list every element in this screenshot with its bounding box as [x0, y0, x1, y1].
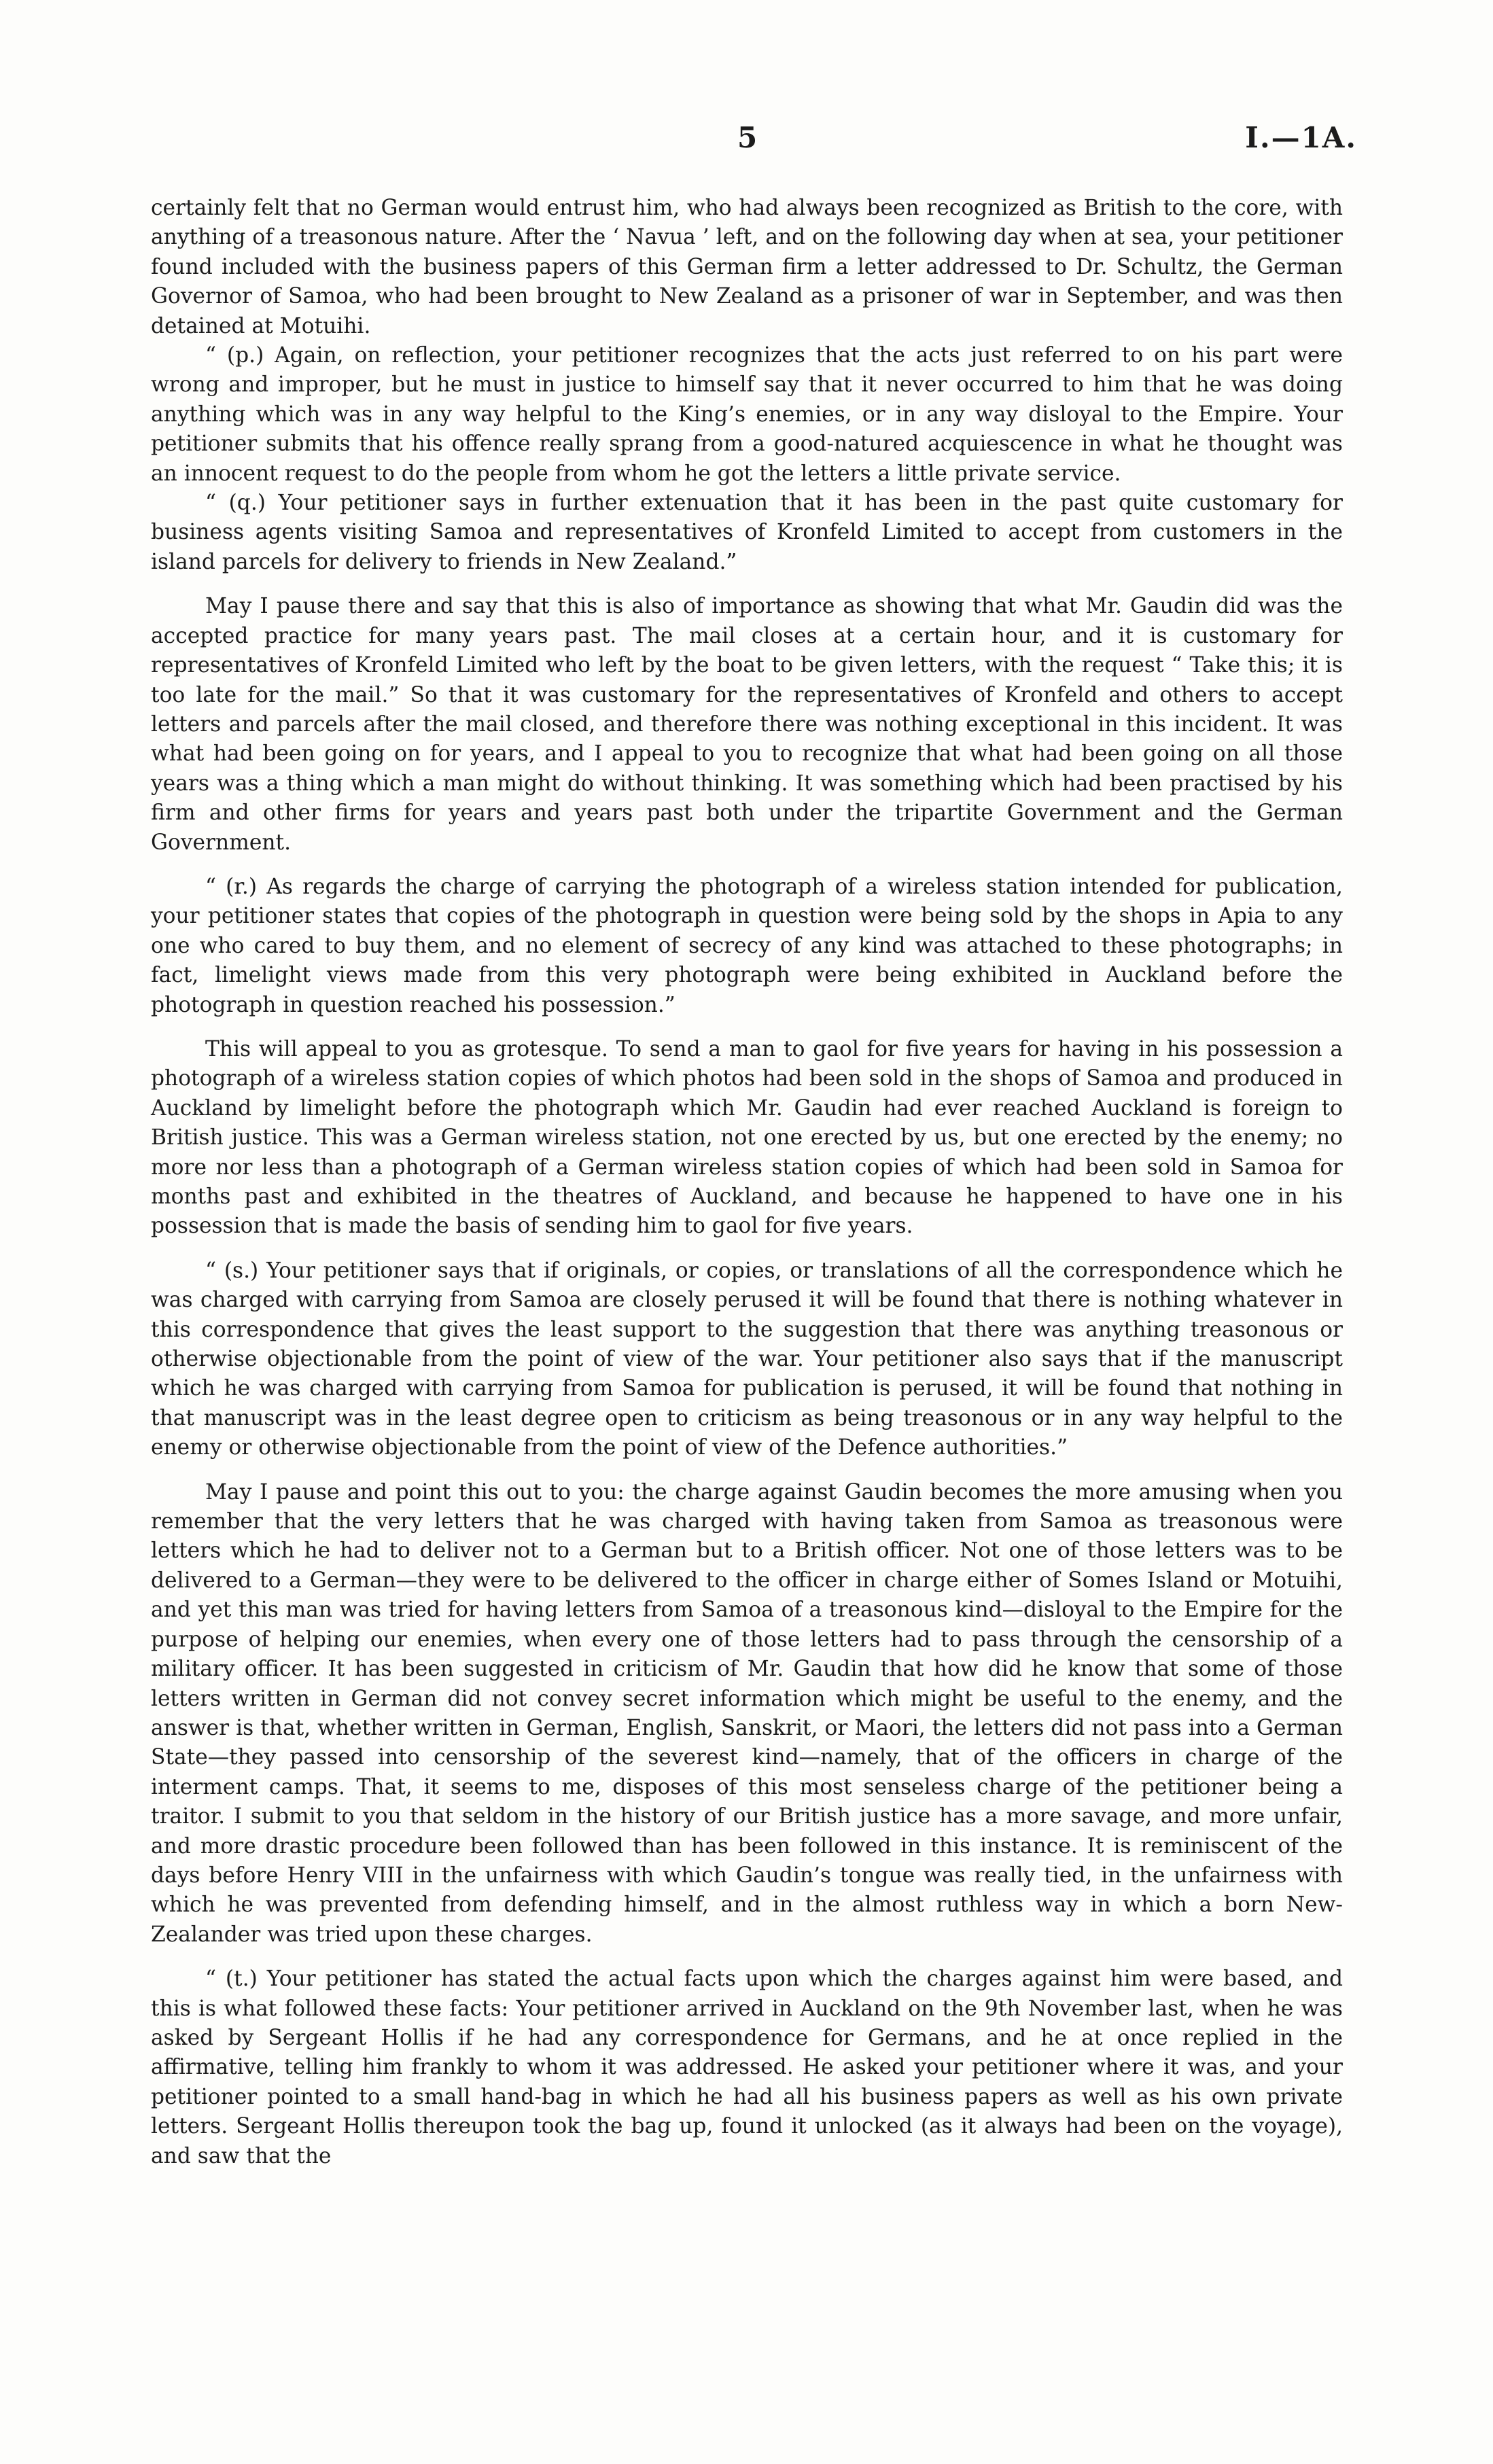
document-reference: I.—1A.: [1245, 121, 1357, 154]
paragraph-p: “ (p.) Again, on reflection, your petitioner recognizes that the acts just referred to on his part were wrong and improper, but he must in justice to himself say that it never occurred to him that he was doing anything which was in any way helpful to the King’s enemies, or in any way disloyal to the Empire. Your petitioner submits that his offence really sprang from a good-natured acquiescence in what he thought was an innocent request to do the people from whom he got the letters a little private service.: [151, 343, 1343, 486]
paragraph-commentary-3: May I pause and point this out to you: the charge against Gaudin becomes the more amusing when you remember that the very letters that he was charged with having taken from Samoa as treasonous were letters which he had to deliver not to a German but to a British officer. Not one of those letters was to be delivered to a German—they were to be delivered to the officer in charge either of Somes Island or Motuihi, and yet this man was tried for having letters from Samoa of a treasonous kind—disloyal to the Empire for the purpose of helping our enemies, when every one of those letters had to pass through the censorship of a military officer. It has been suggested in criticism of Mr. Gaudin that how did he know that some of those letters written in German did not convey secret information which might be useful to the enemy, and the answer is that, whether written in German, English, Sanskrit, or Maori, the letters did not pass into a German State—they passed into censorship of the severest kind—namely, that of the officers in charge of the interment camps. That, it seems to me, disposes of this most senseless charge of the petitioner being a traitor. I submit to you that seldom in the history of our British justice has a more savage, and more unfair, and more drastic procedure been followed than has been followed in this instance. It is reminiscent of the days before Henry VIII in the unfairness with which Gaudin’s tongue was really tied, in the unfairness with which he was prevented from defending himself, and in the almost ruthless way in which a born New-Zealander was tried upon these charges.: [151, 1479, 1343, 1947]
paragraph-s: “ (s.) Your petitioner says that if originals, or copies, or translations of all the correspondence which he was charged with carrying from Samoa are closely perused it will be found that there is nothing whatever in this correspondence that gives the least support to the suggestion that there was anything treasonous or otherwise objectionable from the point of view of the war. Your petitioner also says that if the manuscript which he was charged with carrying from Samoa for publication is perused, it will be found that nothing in that manuscript was in the least degree open to criticism as being treasonous or in any way helpful to the enemy or otherwise objectionable from the point of view of the Defence authorities.”: [151, 1258, 1343, 1460]
paragraph-r: “ (r.) As regards the charge of carrying the photograph of a wireless station intended for publication, your petitioner states that copies of the photograph in question were being sold by the shops in Apia to any one who cared to buy them, and no element of secrecy of any kind was attached to these photographs; in fact, limelight views made from this very photograph were being exhibited in Auckland before the photograph in question reached his possession.”: [151, 874, 1343, 1017]
page-header: [0, 121, 1493, 162]
paragraph-t: “ (t.) Your petitioner has stated the actual facts upon which the charges against him were based, and this is what followed these facts: Your petitioner arrived in Auckland on the 9th November last, when he was asked by Sergeant Hollis if he had any correspondence for Germans, and he at once replied in the affirmative, telling him frankly to whom it was addressed. He asked your petitioner where it was, and your petitioner pointed to a small hand-bag in which he had all his business papers as well as his own private letters. Sergeant Hollis thereupon took the bag up, found it unlocked (as it always had been on the voyage), and saw that the: [151, 1967, 1343, 2168]
paragraph-continuation: certainly felt that no German would entrust him, who had always been recognized as British to the core, with anything of a treasonous nature. After the ‘ Navua ’ left, and on the following day when at sea, your petitioner found included with the business papers of this German firm a letter addressed to Dr. Schultz, the German Governor of Samoa, who had been brought to New Zealand as a prisoner of war in September, and was then detained at Motuihi.: [151, 196, 1343, 338]
page-number: 5: [737, 121, 758, 154]
body-text: [151, 194, 1343, 2186]
paragraph-commentary-1: May I pause there and say that this is also of importance as showing that what Mr. Gaudin did was the accepted practice for many years past. The mail closes at a certain hour, and it is customary for representatives of Kronfeld Limited who left by the boat to be given letters, with the request “ Take this; it is too late for the mail.” So that it was customary for the representatives of Kronfeld and others to accept letters and parcels after the mail closed, and therefore there was nothing exceptional in this incident. It was what had been going on for years, and I appeal to you to recognize that what had been going on all those years was a thing which a man might do without thinking. It was something which had been practised by his firm and other firms for years and years past both under the tripartite Government and the German Government.: [151, 594, 1343, 855]
paragraph-commentary-2: This will appeal to you as grotesque. To send a man to gaol for five years for having in his possession a photograph of a wireless station copies of which photos had been sold in the shops of Samoa and produced in Auckland by limelight before the photograph which Mr. Gaudin had ever reached Auckland is foreign to British justice. This was a German wireless station, not one erected by us, but one erected by the enemy; no more nor less than a photograph of a German wireless station copies of which had been sold in Samoa for months past and exhibited in the theatres of Auckland, and because he happened to have one in his possession that is made the basis of sending him to gaol for five years.: [151, 1036, 1343, 1239]
paragraph-q: “ (q.) Your petitioner says in further extenuation that it has been in the past quite customary for business agents visiting Samoa and representatives of Kronfeld Limited to accept from customers in the island parcels for delivery to friends in New Zealand.”: [151, 491, 1343, 574]
